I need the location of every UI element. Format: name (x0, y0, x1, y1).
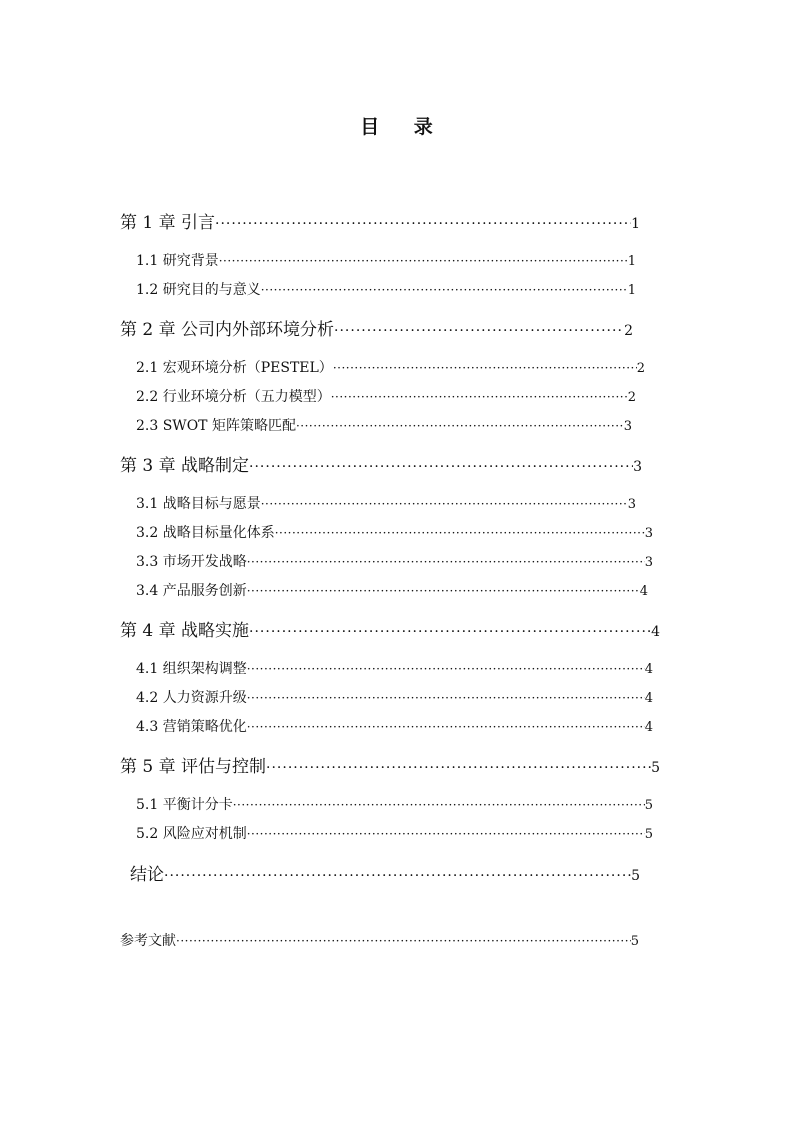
toc-leader-dots (249, 624, 651, 640)
toc-page-number: 2 (627, 390, 636, 405)
toc-page-number: 4 (651, 624, 660, 640)
toc-chapter-4[interactable] (120, 616, 660, 641)
toc-page-number: 1 (631, 216, 640, 232)
toc-section-3-3[interactable] (136, 551, 653, 571)
toc-entry-label: 2.2 行业环境分析（五力模型） (136, 389, 331, 405)
toc-entry-label: 5.1 平衡计分卡 (136, 797, 233, 813)
toc-leader-dots (249, 459, 633, 475)
toc-entry-label: 参考文献 (120, 933, 176, 949)
toc-page-number: 4 (639, 584, 648, 599)
toc-leader-dots (275, 526, 645, 540)
toc-page-number: 1 (627, 283, 636, 298)
toc-page-number: 5 (631, 868, 640, 884)
toc-page-number: 3 (633, 459, 642, 475)
toc-section-4-1[interactable] (136, 658, 653, 678)
toc-entry-label: 第 4 章 战略实施 (120, 621, 250, 641)
toc-entry-label: 4.3 营销策略优化 (136, 719, 247, 735)
toc-entry-label: 2.3 SWOT 矩阵策略匹配 (136, 418, 296, 434)
toc-chapter-1[interactable] (120, 208, 640, 233)
toc-entry-label: 3.3 市场开发战略 (136, 554, 247, 570)
toc-section-4-3[interactable] (136, 716, 653, 736)
toc-page-number: 2 (636, 361, 645, 376)
toc-section-3-2[interactable] (136, 522, 653, 542)
toc-leader-dots (233, 798, 645, 812)
toc-page-number: 4 (644, 720, 653, 735)
toc-entry-label: 第 3 章 战略制定 (120, 456, 250, 476)
toc-leader-dots (296, 419, 624, 433)
toc-chapter-3[interactable] (120, 451, 642, 476)
toc-leader-dots (334, 323, 624, 339)
toc-leader-dots (176, 934, 631, 948)
toc-page-number: 4 (644, 662, 653, 677)
toc-leader-dots (331, 390, 628, 404)
toc-entry-label: 第 1 章 引言 (120, 213, 216, 233)
toc-entry-label: 1.2 研究目的与意义 (136, 282, 261, 298)
toc-page-number: 5 (630, 934, 639, 949)
toc-leader-dots (247, 584, 640, 598)
toc-page-number: 2 (624, 323, 633, 339)
toc-page-number: 3 (644, 555, 653, 570)
toc-section-2-3[interactable] (136, 415, 632, 435)
toc-page-number: 4 (644, 691, 653, 706)
toc-section-5-1[interactable] (136, 794, 653, 814)
toc-conclusion[interactable] (130, 860, 640, 885)
toc-chapter-2[interactable] (120, 315, 633, 340)
toc-leader-dots (247, 691, 645, 705)
toc-chapter-5[interactable] (120, 752, 660, 777)
toc-leader-dots (219, 254, 628, 268)
toc-page-number: 3 (644, 526, 653, 541)
toc-entry-label: 第 5 章 评估与控制 (120, 757, 267, 777)
toc-leader-dots (164, 868, 631, 884)
toc-entry-label: 结论 (130, 865, 164, 885)
toc-entry-label: 1.1 研究背景 (136, 253, 219, 269)
toc-entry-label: 3.1 战略目标与愿景 (136, 496, 261, 512)
toc-leader-dots (266, 760, 651, 776)
toc-page-number: 5 (644, 827, 653, 842)
toc-entry-label: 3.4 产品服务创新 (136, 583, 247, 599)
toc-page-number: 5 (651, 760, 660, 776)
toc-page-number: 3 (627, 497, 636, 512)
toc-entry-label: 2.1 宏观环境分析（PESTEL） (136, 360, 333, 376)
toc-page-number: 3 (623, 419, 632, 434)
toc-page-number: 5 (644, 798, 653, 813)
toc-entry-label: 3.2 战略目标量化体系 (136, 525, 275, 541)
toc-section-2-1[interactable] (136, 357, 645, 377)
toc-section-2-2[interactable] (136, 386, 636, 406)
toc-title: 目 录 (360, 116, 447, 138)
toc-entry-label: 第 2 章 公司内外部环境分析 (120, 320, 335, 340)
toc-leader-dots (247, 555, 645, 569)
toc-leader-dots (261, 283, 628, 297)
toc-page-number: 1 (627, 254, 636, 269)
toc-leader-dots (247, 720, 645, 734)
toc-section-5-2[interactable] (136, 823, 653, 843)
toc-section-4-2[interactable] (136, 687, 653, 707)
toc-section-1-2[interactable] (136, 279, 636, 299)
toc-references[interactable] (120, 930, 639, 950)
toc-entry-label: 5.2 风险应对机制 (136, 826, 247, 842)
toc-section-3-1[interactable] (136, 493, 636, 513)
toc-section-1-1[interactable] (136, 250, 636, 270)
toc-leader-dots (333, 361, 637, 375)
toc-section-3-4[interactable] (136, 580, 648, 600)
toc-entry-label: 4.2 人力资源升级 (136, 690, 247, 706)
toc-leader-dots (215, 216, 631, 232)
toc-leader-dots (247, 662, 645, 676)
toc-leader-dots (261, 497, 628, 511)
toc-entry-label: 4.1 组织架构调整 (136, 661, 247, 677)
toc-leader-dots (247, 827, 645, 841)
